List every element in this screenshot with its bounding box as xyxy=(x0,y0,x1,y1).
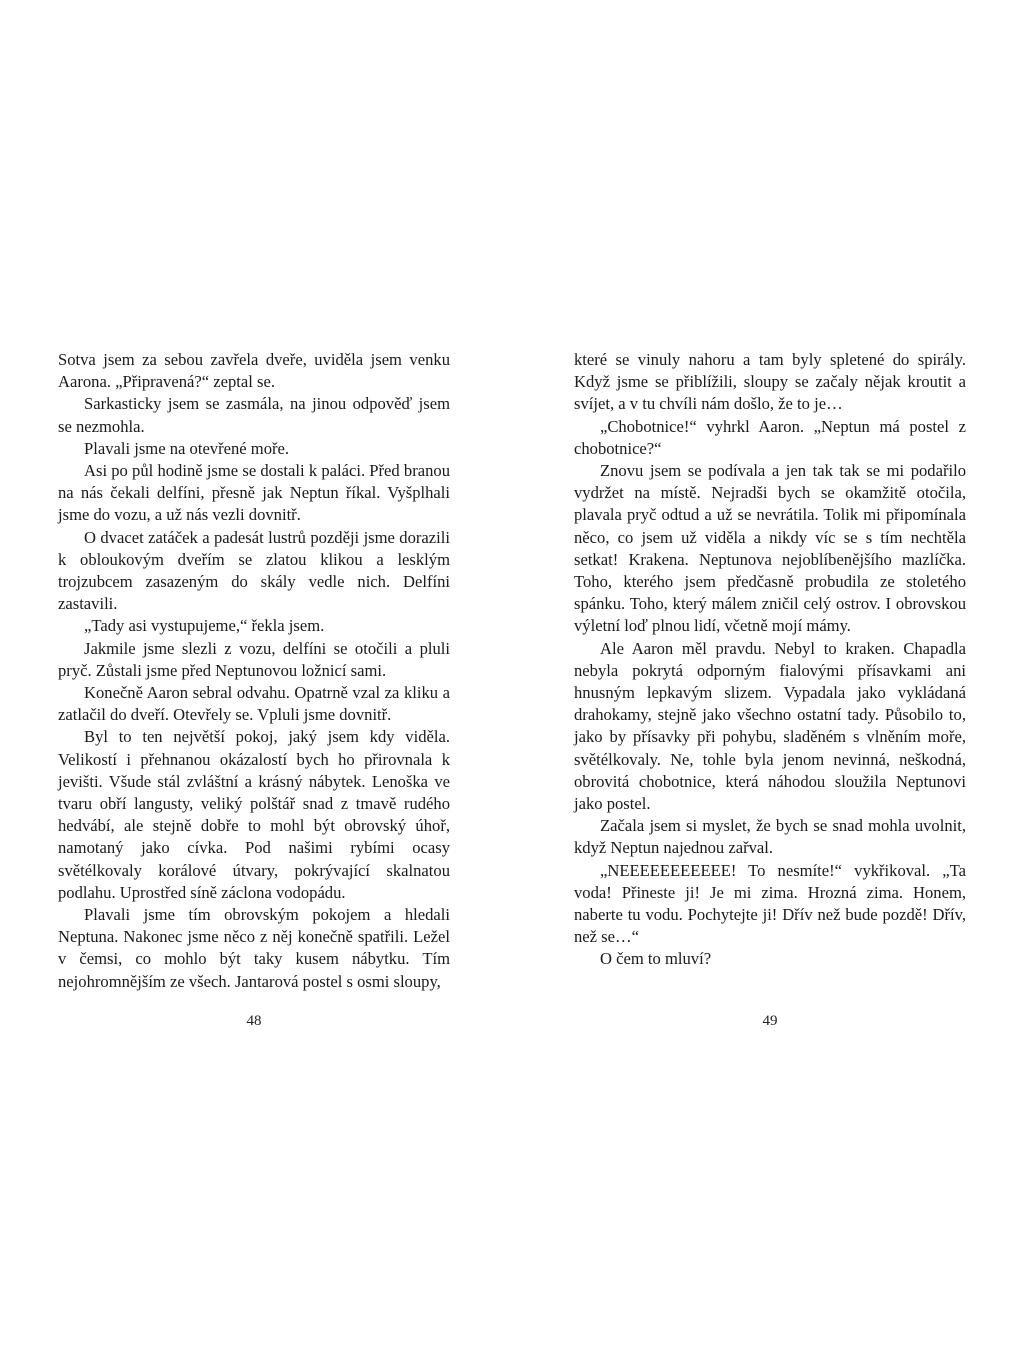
right-page xyxy=(574,349,966,971)
paragraph: Začala jsem si myslet, že bych se snad mohla uvolnit, když Neptun najednou zařval. xyxy=(574,816,966,858)
paragraph: Sotva jsem za sebou zavřela dveře, uviděla jsem venku Aarona. „Připravená?“ zeptal se. xyxy=(58,350,450,392)
paragraph: Plavali jsme tím obrovským pokojem a hledali Neptuna. Nakonec jsme něco z něj konečně spatřili. Ležel v čemsi, co mohlo být taky kusem nábytku. Tím nejohromnějším ze všech. Jantarová postel s osmi sloupy, xyxy=(58,905,450,991)
paragraph: Plavali jsme na otevřené moře. xyxy=(84,438,290,458)
paragraph: Asi po půl hodině jsme se dostali k paláci. Před branou na nás čekali delfíni, přesně jak Neptun říkal. Vyšplhali jsme do vozu, a už nás vezli dovnitř. xyxy=(58,461,450,525)
paragraph: „NEEEEEEEEEEE! To nesmíte!“ vykřikoval. „Ta voda! Přineste ji! Je mi zima. Hrozná zima. Honem, naberte tu vodu. Pochytejte ji! Dřív než bude pozdě! Dřív, než se…“ xyxy=(574,860,966,947)
paragraph: Byl to ten největší pokoj, jaký jsem kdy viděla. Velikostí i přehnanou okázalostí bych ho přirovnala k jevišti. Všude stál zvláštní a krásný nábytek. Lenoška ve tvaru obří langusty, veliký polštář snad z tmavě rudého hedvábí, ale stejně dobře to mohl být obrovský úhoř, namotaný jako cívka. Pod našimi rybími ocasy světélkovaly korálové útvary, pokrývající skalnatou podlahu. Uprostřed síně záclona vodopádu. xyxy=(58,727,450,902)
page-number-left: 48 xyxy=(246,1013,262,1029)
paragraph: které se vinuly nahoru a tam byly spletené do spirály. Když jsme se přiblížili, sloupy se začaly nějak kroutit a svíjet, a v tu chvíli nám došlo, že to je… xyxy=(574,350,966,414)
paragraph: Ale Aaron měl pravdu. Nebyl to kraken. Chapadla nebyla pokrytá odporným fialovými přísavkami ani hnusným lepkavým slizem. Vypadala jako vykládaná drahokamy, stejně jako všechno ostatní tady. Působilo to, jako by přísavky při pohybu, sladěném s vlněním moře, světélkovaly. Ne, tohle byla jenom nevinná, neškodná, obrovitá chobotnice, která náhodou sloužila Neptunovi jako postel. xyxy=(574,638,966,814)
paragraph: „Tady asi vystupujeme,“ řekla jsem. xyxy=(84,616,325,636)
paragraph: Sarkasticky jsem se zasmála, na jinou odpověď jsem se nezmohla. xyxy=(58,394,450,436)
right-page-text xyxy=(574,349,966,971)
left-page xyxy=(58,349,450,993)
paragraph: Konečně Aaron sebral odvahu. Opatrně vzal za kliku a zatlačil do dveří. Otevřely se. Vpluli jsme dovnitř. xyxy=(58,683,450,725)
paragraph: Znovu jsem se podívala a jen tak tak se mi podařilo vydržet na místě. Nejradši bych se okamžitě otočila, plavala pryč odtud a už se nevrátila. Tolik mi připomínala něco, co jsem už viděla a nikdy víc se s tím nechtěla setkat! Krakena. Neptunova nejoblíbenějšího mazlíčka. Toho, kterého jsem předčasně probudila ze stoletého spánku. Toho, který málem zničil celý ostrov. I obrovskou výletní loď plnou lidí, včetně mojí mámy. xyxy=(574,461,966,636)
paragraph: „Chobotnice!“ vyhrkl Aaron. „Neptun má postel z chobotnice?“ xyxy=(574,416,966,458)
left-page-text xyxy=(58,349,450,993)
paragraph: Jakmile jsme slezli z vozu, delfíni se otočili a pluli pryč. Zůstali jsme před Neptunovou ložnicí sami. xyxy=(58,638,450,680)
paragraph: O dvacet zatáček a padesát lustrů později jsme dorazili k obloukovým dveřím se zlatou klikou a lesklým trojzubcem zasazeným do skály vedle nich. Delfíni zastavili. xyxy=(58,527,450,614)
page-number-right: 49 xyxy=(762,1013,778,1029)
paragraph: O čem to mluví? xyxy=(600,949,712,969)
